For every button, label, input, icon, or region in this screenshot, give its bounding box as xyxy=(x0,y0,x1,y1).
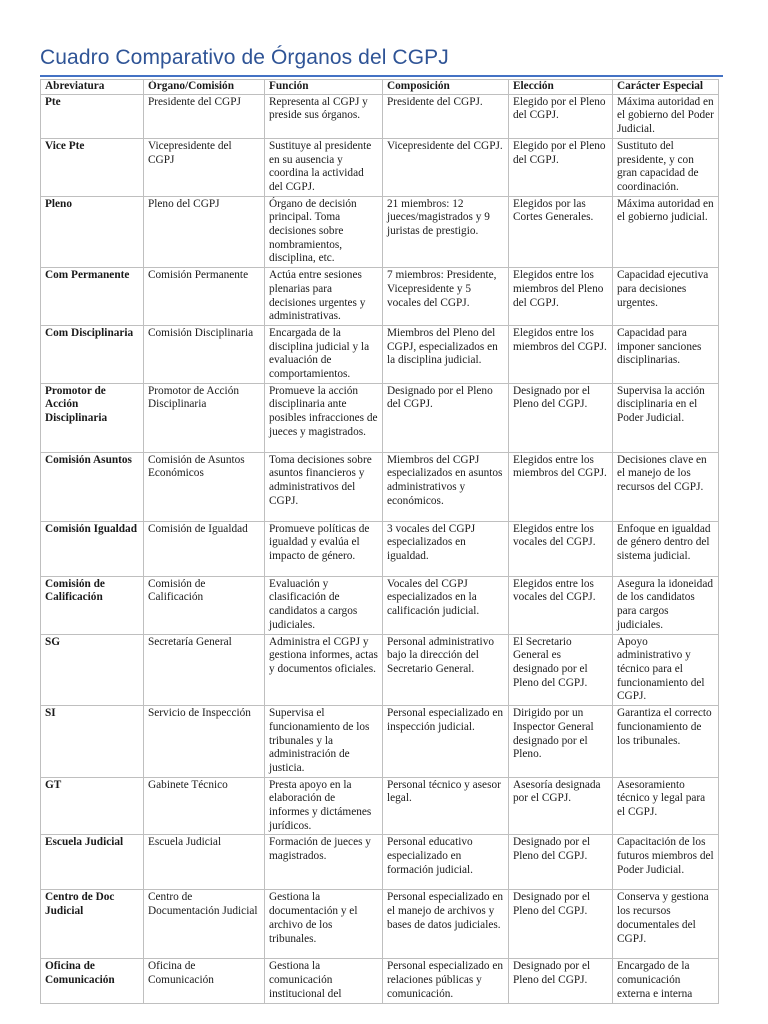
cell-composicion: Personal educativo especializado en formación judicial. xyxy=(383,835,509,890)
header-eleccion: Elección xyxy=(509,80,613,95)
cell-funcion: Formación de jueces y magistrados. xyxy=(265,835,383,890)
cell-abreviatura: Oficina de Comunicación xyxy=(41,959,144,1003)
cell-funcion: Actúa entre sesiones plenarias para decisiones urgentes y administrativas. xyxy=(265,268,383,326)
cell-eleccion: Elegido por el Pleno del CGPJ. xyxy=(509,138,613,196)
cell-funcion: Gestiona la documentación y el archivo de los tribunales. xyxy=(265,890,383,959)
cell-caracter: Capacidad para imponer sanciones disciplinarias. xyxy=(613,325,719,383)
cell-organo: Comisión Disciplinaria xyxy=(144,325,265,383)
cell-composicion: Vocales del CGPJ especializados en la calificación judicial. xyxy=(383,576,509,634)
cell-funcion: Presta apoyo en la elaboración de informes y dictámenes jurídicos. xyxy=(265,777,383,835)
cell-funcion: Órgano de decisión principal. Toma decisiones sobre nombramientos, disciplina, etc. xyxy=(265,196,383,268)
header-composicion: Composición xyxy=(383,80,509,95)
cell-eleccion: Elegidos entre los miembros del Pleno del CGPJ. xyxy=(509,268,613,326)
table-row xyxy=(41,959,719,1003)
cell-eleccion: El Secretario General es designado por el Pleno del CGPJ. xyxy=(509,634,613,706)
document-title: Cuadro Comparativo de Órganos del CGPJ xyxy=(40,46,449,69)
comparison-table xyxy=(40,79,719,1004)
cell-funcion: Toma decisiones sobre asuntos financieros y administrativos del CGPJ. xyxy=(265,452,383,521)
cell-organo: Gabinete Técnico xyxy=(144,777,265,835)
header-caracter: Carácter Especial xyxy=(613,80,719,95)
cell-organo: Comisión Permanente xyxy=(144,268,265,326)
cell-organo: Comisión de Asuntos Económicos xyxy=(144,452,265,521)
cell-abreviatura: Com Disciplinaria xyxy=(41,325,144,383)
cell-caracter: Supervisa la acción disciplinaria en el Poder Judicial. xyxy=(613,383,719,452)
cell-funcion: Administra el CGPJ y gestiona informes, actas y documentos oficiales. xyxy=(265,634,383,706)
cell-composicion: Designado por el Pleno del CGPJ. xyxy=(383,383,509,452)
cell-caracter: Conserva y gestiona los recursos documentales del CGPJ. xyxy=(613,890,719,959)
cell-funcion: Sustituye al presidente en su ausencia y coordina la actividad del CGPJ. xyxy=(265,138,383,196)
cell-organo: Promotor de Acción Disciplinaria xyxy=(144,383,265,452)
cell-composicion: Miembros del CGPJ especializados en asuntos administrativos y económicos. xyxy=(383,452,509,521)
header-funcion: Función xyxy=(265,80,383,95)
cell-eleccion: Dirigido por un Inspector General designado por el Pleno. xyxy=(509,706,613,778)
cell-composicion: 3 vocales del CGPJ especializados en igualdad. xyxy=(383,521,509,576)
cell-eleccion: Elegido por el Pleno del CGPJ. xyxy=(509,94,613,138)
table-row xyxy=(41,138,719,196)
table-row xyxy=(41,452,719,521)
cell-composicion: Presidente del CGPJ. xyxy=(383,94,509,138)
cell-abreviatura: Comisión Igualdad xyxy=(41,521,144,576)
table-row xyxy=(41,576,719,634)
cell-caracter: Garantiza el correcto funcionamiento de los tribunales. xyxy=(613,706,719,778)
cell-organo: Escuela Judicial xyxy=(144,835,265,890)
cell-abreviatura: Pte xyxy=(41,94,144,138)
cell-organo: Presidente del CGPJ xyxy=(144,94,265,138)
header-organo: Órgano/Comisión xyxy=(144,80,265,95)
cell-caracter: Capacidad ejecutiva para decisiones urgentes. xyxy=(613,268,719,326)
cell-abreviatura: GT xyxy=(41,777,144,835)
cell-eleccion: Elegidos por las Cortes Generales. xyxy=(509,196,613,268)
cell-composicion: Personal especializado en relaciones públicas y comunicación. xyxy=(383,959,509,1003)
table-row xyxy=(41,835,719,890)
cell-organo: Oficina de Comunicación xyxy=(144,959,265,1003)
cell-eleccion: Elegidos entre los vocales del CGPJ. xyxy=(509,521,613,576)
cell-composicion: Miembros del Pleno del CGPJ, especializados en la disciplina judicial. xyxy=(383,325,509,383)
cell-funcion: Representa al CGPJ y preside sus órganos. xyxy=(265,94,383,138)
table-row xyxy=(41,325,719,383)
cell-funcion: Encargada de la disciplina judicial y la evaluación de comportamientos. xyxy=(265,325,383,383)
header-abreviatura: Abreviatura xyxy=(41,80,144,95)
cell-caracter: Decisiones clave en el manejo de los recursos del CGPJ. xyxy=(613,452,719,521)
cell-caracter: Sustituto del presidente, y con gran capacidad de coordinación. xyxy=(613,138,719,196)
cell-eleccion: Elegidos entre los miembros del CGPJ. xyxy=(509,325,613,383)
cell-composicion: Personal especializado en inspección judicial. xyxy=(383,706,509,778)
cell-caracter: Apoyo administrativo y técnico para el funcionamiento del CGPJ. xyxy=(613,634,719,706)
cell-eleccion: Designado por el Pleno del CGPJ. xyxy=(509,383,613,452)
table-row xyxy=(41,706,719,778)
cell-eleccion: Elegidos entre los vocales del CGPJ. xyxy=(509,576,613,634)
table-header-row xyxy=(41,80,719,95)
cell-organo: Secretaría General xyxy=(144,634,265,706)
cell-eleccion: Elegidos entre los miembros del CGPJ. xyxy=(509,452,613,521)
table-body xyxy=(41,94,719,1003)
cell-caracter: Asegura la idoneidad de los candidatos para cargos judiciales. xyxy=(613,576,719,634)
cell-organo: Pleno del CGPJ xyxy=(144,196,265,268)
cell-caracter: Asesoramiento técnico y legal para el CGPJ. xyxy=(613,777,719,835)
cell-funcion: Promueve políticas de igualdad y evalúa el impacto de género. xyxy=(265,521,383,576)
table-row xyxy=(41,890,719,959)
cell-funcion: Evaluación y clasificación de candidatos a cargos judiciales. xyxy=(265,576,383,634)
table-row xyxy=(41,777,719,835)
cell-abreviatura: SI xyxy=(41,706,144,778)
cell-funcion: Supervisa el funcionamiento de los tribunales y la administración de justicia. xyxy=(265,706,383,778)
cell-caracter: Máxima autoridad en el gobierno del Poder Judicial. xyxy=(613,94,719,138)
cell-eleccion: Designado por el Pleno del CGPJ. xyxy=(509,959,613,1003)
cell-abreviatura: Promotor de Acción Disciplinaria xyxy=(41,383,144,452)
cell-abreviatura: Centro de Doc Judicial xyxy=(41,890,144,959)
cell-caracter: Capacitación de los futuros miembros del Poder Judicial. xyxy=(613,835,719,890)
cell-caracter: Encargado de la comunicación externa e interna xyxy=(613,959,719,1003)
cell-funcion: Promueve la acción disciplinaria ante posibles infracciones de jueces y magistrados. xyxy=(265,383,383,452)
cell-organo: Comisión de Calificación xyxy=(144,576,265,634)
table-row xyxy=(41,383,719,452)
cell-eleccion: Designado por el Pleno del CGPJ. xyxy=(509,890,613,959)
cell-abreviatura: Escuela Judicial xyxy=(41,835,144,890)
table-row xyxy=(41,268,719,326)
cell-abreviatura: Comisión Asuntos xyxy=(41,452,144,521)
cell-eleccion: Designado por el Pleno del CGPJ. xyxy=(509,835,613,890)
cell-abreviatura: Vice Pte xyxy=(41,138,144,196)
cell-caracter: Enfoque en igualdad de género dentro del sistema judicial. xyxy=(613,521,719,576)
cell-composicion: Personal técnico y asesor legal. xyxy=(383,777,509,835)
cell-abreviatura: Comisión de Calificación xyxy=(41,576,144,634)
cell-eleccion: Asesoría designada por el CGPJ. xyxy=(509,777,613,835)
cell-abreviatura: Pleno xyxy=(41,196,144,268)
cell-composicion: 21 miembros: 12 jueces/magistrados y 9 juristas de prestigio. xyxy=(383,196,509,268)
title-underline xyxy=(40,75,723,77)
table-row xyxy=(41,634,719,706)
cell-organo: Centro de Documentación Judicial xyxy=(144,890,265,959)
cell-organo: Servicio de Inspección xyxy=(144,706,265,778)
cell-abreviatura: SG xyxy=(41,634,144,706)
cell-composicion: Personal especializado en el manejo de archivos y bases de datos judiciales. xyxy=(383,890,509,959)
cell-caracter: Máxima autoridad en el gobierno judicial. xyxy=(613,196,719,268)
cell-composicion: 7 miembros: Presidente, Vicepresidente y 5 vocales del CGPJ. xyxy=(383,268,509,326)
cell-composicion: Personal administrativo bajo la dirección del Secretario General. xyxy=(383,634,509,706)
cell-organo: Vicepresidente del CGPJ xyxy=(144,138,265,196)
table-row xyxy=(41,94,719,138)
cell-funcion: Gestiona la comunicación institucional del xyxy=(265,959,383,1003)
cell-organo: Comisión de Igualdad xyxy=(144,521,265,576)
table-row xyxy=(41,521,719,576)
table-row xyxy=(41,196,719,268)
cell-abreviatura: Com Permanente xyxy=(41,268,144,326)
cell-composicion: Vicepresidente del CGPJ. xyxy=(383,138,509,196)
